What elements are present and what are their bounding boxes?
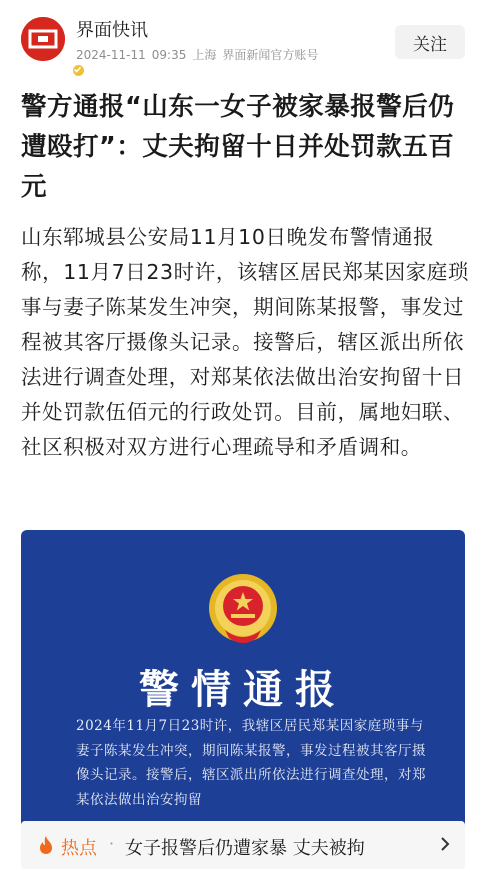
- article-body: 山东郓城县公安局11月10日晚发布警情通报称，11月7日23时许，该辖区居民郑某因家庭琐事与妻子陈某发生冲突，期间陈某报警，事发过程被其客厅摄像头记录。接警后，辖区派出所依法进行调查处理，对郑某依法做出治安拘留十日并处罚款伍佰元的行政处罚。目前，属地妇联、社区积极对双方进行心理疏导和矛盾调和。: [21, 225, 470, 459]
- follow-button[interactable]: 关注: [395, 25, 465, 59]
- hot-topic-text[interactable]: 女子报警后仍遭家暴 丈夫被拘: [125, 838, 365, 859]
- post-date: 2024-11-11: [76, 48, 146, 62]
- police-emblem-icon: [207, 570, 279, 650]
- account-name[interactable]: 界面快讯: [76, 20, 148, 41]
- post-location: 上海: [192, 48, 217, 62]
- post-time: 09:35: [151, 48, 187, 62]
- hot-topic-bar[interactable]: [21, 821, 465, 869]
- hot-separator: ·: [109, 834, 115, 853]
- account-avatar[interactable]: [21, 17, 65, 61]
- account-label: 界面新闻官方账号: [222, 48, 319, 62]
- jiemian-logo-icon: [21, 17, 65, 61]
- article-title: 警方通报“山东一女子被家暴报警后仍遭殴打”：丈夫拘留十日并处罚款五百元: [21, 92, 455, 202]
- hot-label: 热点: [61, 838, 97, 859]
- post-meta: [76, 46, 324, 63]
- notice-heading: 警情通报: [139, 666, 347, 713]
- account-header: [0, 0, 481, 80]
- flame-icon: [37, 835, 55, 855]
- notice-image[interactable]: [21, 530, 465, 830]
- chevron-right-icon: [440, 836, 450, 852]
- notice-text: 2024年11月7日23时许，我辖区居民郑某因家庭琐事与妻子陈某发生冲突，期间陈某报警，事发过程被其客厅摄像头记录。接警后，辖区派出所依法进行调查处理，对郑某依法做出治安拘留: [76, 718, 426, 808]
- verified-badge-icon: [71, 63, 86, 78]
